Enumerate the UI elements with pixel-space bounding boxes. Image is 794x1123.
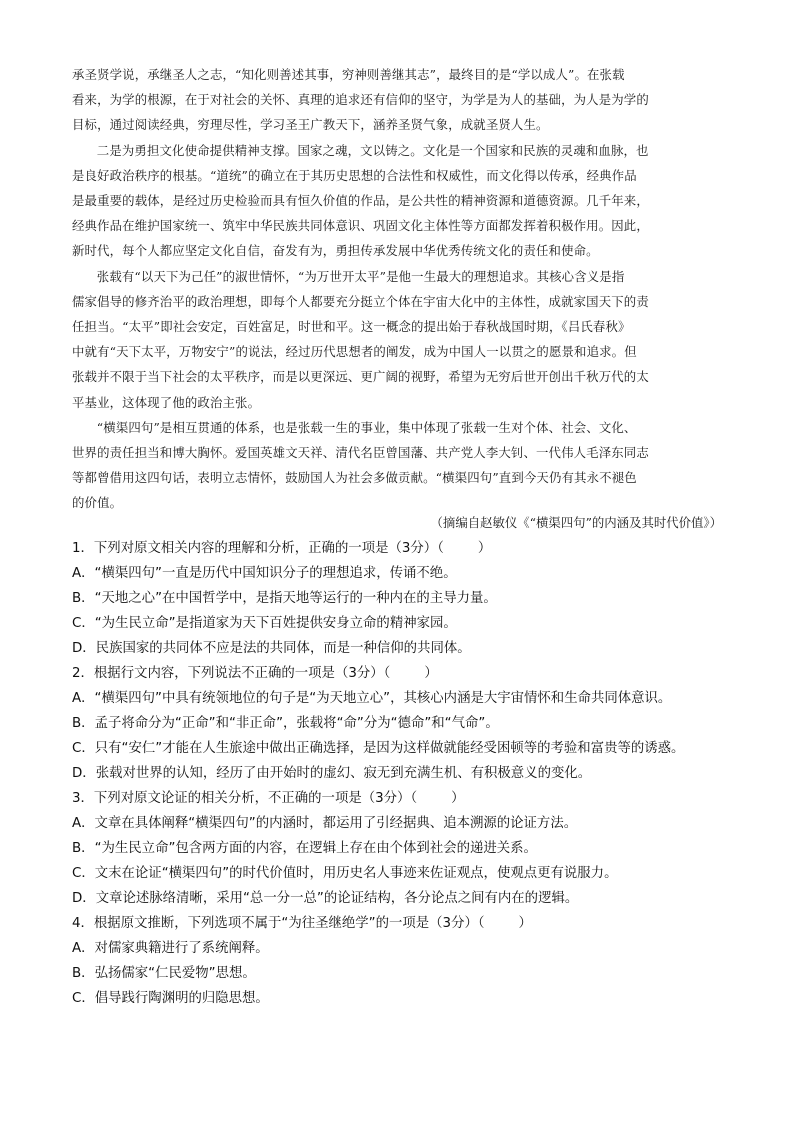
option-3b: B．“为生民立命”包含两方面的内容，在逻辑上存在由个体到社会的递进关系。 (72, 841, 537, 856)
option-3a: A．文章在具体阐释“横渠四句”的内涵时，都运用了引经据典、追本溯源的论证方法。 (72, 816, 578, 831)
passage-line: 平基业，这体现了他的政治主张。 (72, 394, 261, 410)
option-1b: B．“天地之心”在中国哲学中，是指天地等运行的一种内在的主导力量。 (72, 591, 497, 606)
passage-line: 二是为勇担文化使命提供精神支撑。国家之魂，文以铸之。文化是一个国家和民族的灵魂和血脉，也 (96, 142, 649, 158)
option-4b: B．弘扬儒家“仁民爱物”思想。 (72, 966, 256, 981)
question-4-stem: 4．根据原文推断，下列选项不属于“为往圣继绝学”的一项是（3分）（ (72, 916, 485, 931)
option-1c: C．“为生民立命”是指道家为天下百姓提供安身立命的精神家园。 (72, 616, 457, 631)
passage-line: 看来，为学的根源，在于对社会的关怀、真理的追求还有信仰的坚守，为学是为人的基础，为人是为学的 (72, 92, 649, 108)
option-1d: D．民族国家的共同体不应是法的共同体，而是一种信仰的共同体。 (72, 641, 471, 656)
passage-line: 是良好政治秩序的根基。“道统”的确立在于其历史思想的合法性和权威性，而文化得以传承，经典作品 (72, 167, 637, 183)
passage-line: 的价值。 (72, 495, 123, 511)
option-2c: C．只有“安仁”才能在人生旅途中做出正确选择，是因为这样做就能经受困顿等的考验和富贵等的诱惑。 (72, 741, 685, 756)
passage-line: 目标，通过阅读经典，穷理尽性，学习圣王广教天下，涵养圣贤气象，成就圣贤人生。 (72, 117, 549, 133)
option-4c: C．倡导践行陶渊明的归隐思想。 (72, 991, 269, 1006)
question-2-stem: 2．根据行文内容，下列说法不正确的一项是（3分）（ (72, 666, 391, 681)
option-2a: A．“横渠四句”中具有统领地位的句子是“为天地立心”，其核心内涵是大宇宙情怀和生命共同体意识。 (72, 691, 672, 706)
passage-line: 经典作品在维护国家统一、筑牢中华民族共同体意识、巩固文化主体性等方面都发挥着积极作用。因此， (72, 218, 649, 234)
passage-line: 张载有“以天下为己任”的淑世情怀，“为万世开太平”是他一生最大的理想追求。其核心含义是指 (96, 268, 625, 284)
option-1a: A．“横渠四句”一直是历代中国知识分子的理想追求，传诵不绝。 (72, 566, 457, 581)
passage-paragraph-4 (72, 415, 722, 516)
question-stem: 1．下列对原文相关内容的理解和分析，正确的一项是（3分）（ ） (72, 541, 492, 556)
passage-paragraph-3 (72, 264, 722, 415)
question-stem: 3．下列对原文论证的相关分析，不正确的一项是（3分）（ ） (72, 791, 465, 806)
passage-line: 张载并不限于当下社会的太平秩序，而是以更深远、更广阔的视野，希望为无穷后世开创出千秋万代的太 (72, 369, 649, 385)
passage-line: “横渠四句”是相互贯通的体系，也是张载一生的事业，集中体现了张载一生对个体、社会、文化、 (96, 419, 637, 435)
passage-line: 中就有“天下太平，万物安宁”的说法，经过历代思想者的阐发，成为中国人一以贯之的愿景和追求。但 (72, 344, 637, 360)
passage-line: 是最重要的载体，是经过历史检验而具有恒久价值的作品，是公共性的精神资源和道德资源。几千年来， (72, 193, 649, 209)
option-2d: D．张载对世界的认知，经历了由开始时的虚幻、寂无到充满生机、有积极意义的变化。 (72, 766, 592, 781)
question-1-stem: 1．下列对原文相关内容的理解和分析，正确的一项是（3分）（ (72, 541, 444, 556)
option-3d: D．文章论述脉络清晰，采用“总一分一总”的论证结构，各分论点之间有内在的逻辑。 (72, 891, 579, 906)
question-list (72, 536, 732, 1011)
passage-line: 儒家倡导的修齐治平的政治理想，即每个人都要充分挺立个体在宇宙大化中的主体性，成就家国天下的责 (72, 293, 649, 309)
passage-line: 新时代，每个人都应坚定文化自信，奋发有为，勇担传承发展中华优秀传统文化的责任和使命。 (72, 243, 599, 259)
option-4a: A．对儒家典籍进行了系统阐释。 (72, 941, 269, 956)
passage-line: 任担当。“太平”即社会安定，百姓富足，时世和平。这一概念的提出始于春秋战国时期，《吕氏春秋》 (72, 319, 631, 335)
passage-paragraph-1 (72, 62, 722, 138)
question-3-stem: 3．下列对原文论证的相关分析，不正确的一项是（3分）（ (72, 791, 418, 806)
question-stem: 2．根据行文内容，下列说法不正确的一项是（3分）（ ） (72, 666, 438, 681)
passage-line: 等都曾借用这四句话，表明立志情怀，鼓励国人为社会多做贡献。“横渠四句”直到今天仍有其永不褪色 (72, 470, 637, 486)
passage-line: 承圣贤学说，承继圣人之志，“知化则善述其事，穷神则善继其志”，最终目的是“学以成人”。在张载 (72, 67, 625, 82)
option-2b: B．孟子将命分为“正命”和“非正命”，张载将“命”分为“德命”和“气命”。 (72, 716, 499, 731)
passage-paragraph-2 (72, 138, 722, 264)
passage-source-citation: （摘编自赵敏仪《“横渠四句”的内涵及其时代价值》） (430, 515, 722, 530)
option-3c: C．文末在论证“横渠四句”的时代价值时，用历史名人事迹来佐证观点，使观点更有说服力。 (72, 866, 618, 881)
question-stem: 4．根据原文推断，下列选项不属于“为往圣继绝学”的一项是（3分）（ ） (72, 916, 532, 931)
reading-passage (72, 62, 722, 516)
passage-line: 世界的责任担当和博大胸怀。爱国英雄文天祥、清代名臣曾国藩、共产党人李大钊、一代伟人毛泽东同志 (72, 445, 649, 461)
